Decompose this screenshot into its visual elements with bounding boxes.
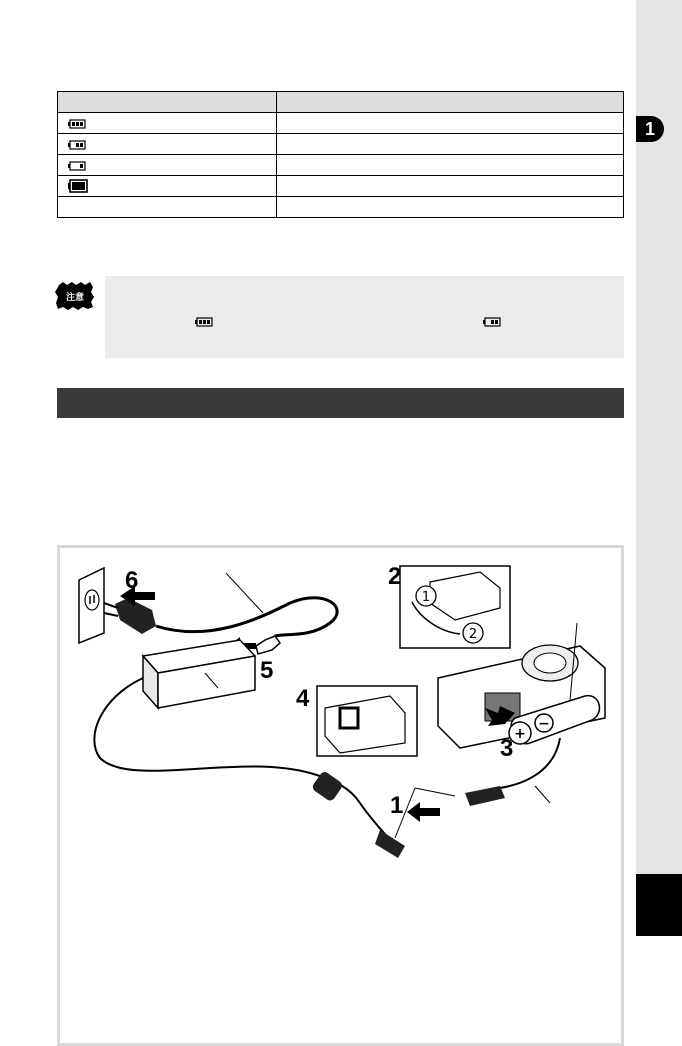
step-number: 3 xyxy=(500,735,514,762)
power-plug-icon xyxy=(104,598,156,634)
page-number xyxy=(636,874,682,936)
table-row xyxy=(58,155,624,176)
table-header-row xyxy=(58,92,624,113)
ac-adapter-icon xyxy=(143,640,255,708)
icon-cell xyxy=(58,197,277,218)
cord-connector-icon xyxy=(256,636,280,654)
status-text xyxy=(277,176,624,197)
table-header-icon xyxy=(58,92,277,113)
table-row xyxy=(58,134,624,155)
caution-badge-icon xyxy=(55,281,95,311)
battery-full-icon xyxy=(68,119,86,129)
dc-plug-icon xyxy=(375,830,405,858)
battery-full-inline-icon xyxy=(195,317,213,327)
battery-level-table xyxy=(57,91,624,218)
step-number: 1 xyxy=(390,792,404,819)
plus-symbol: + xyxy=(514,726,526,742)
ac-adapter-illustration xyxy=(57,545,624,1046)
substep-1-label: 1 xyxy=(421,590,431,605)
chapter-badge: 1 xyxy=(636,116,664,142)
step-number: 6 xyxy=(125,567,139,594)
status-text xyxy=(277,134,624,155)
caution-badge-label: 注意 xyxy=(65,293,85,303)
cable-routing-inset xyxy=(317,686,417,756)
table-row xyxy=(58,197,624,218)
battery-half-icon xyxy=(68,140,86,150)
step-number: 2 xyxy=(388,563,402,590)
section-heading xyxy=(57,388,624,418)
status-text xyxy=(277,197,624,218)
table-row xyxy=(58,176,624,197)
battery-half-inline-icon xyxy=(483,317,501,327)
step-number: 5 xyxy=(260,657,274,684)
battery-empty-icon xyxy=(68,179,88,193)
step-number: 4 xyxy=(296,685,310,712)
power-cord xyxy=(156,598,337,636)
note-box xyxy=(105,276,624,358)
battery-low-icon xyxy=(68,161,86,171)
substep-2-label: 2 xyxy=(468,627,478,642)
battery-door-inset xyxy=(400,566,510,648)
table-row xyxy=(58,113,624,134)
coupler-jack-icon xyxy=(465,786,505,806)
status-text xyxy=(277,155,624,176)
table-header-status xyxy=(277,92,624,113)
arrow-icon xyxy=(407,802,440,822)
minus-symbol: − xyxy=(538,716,550,732)
connection-diagram xyxy=(60,548,621,1043)
wall-outlet-icon xyxy=(79,568,104,643)
status-text xyxy=(277,113,624,134)
